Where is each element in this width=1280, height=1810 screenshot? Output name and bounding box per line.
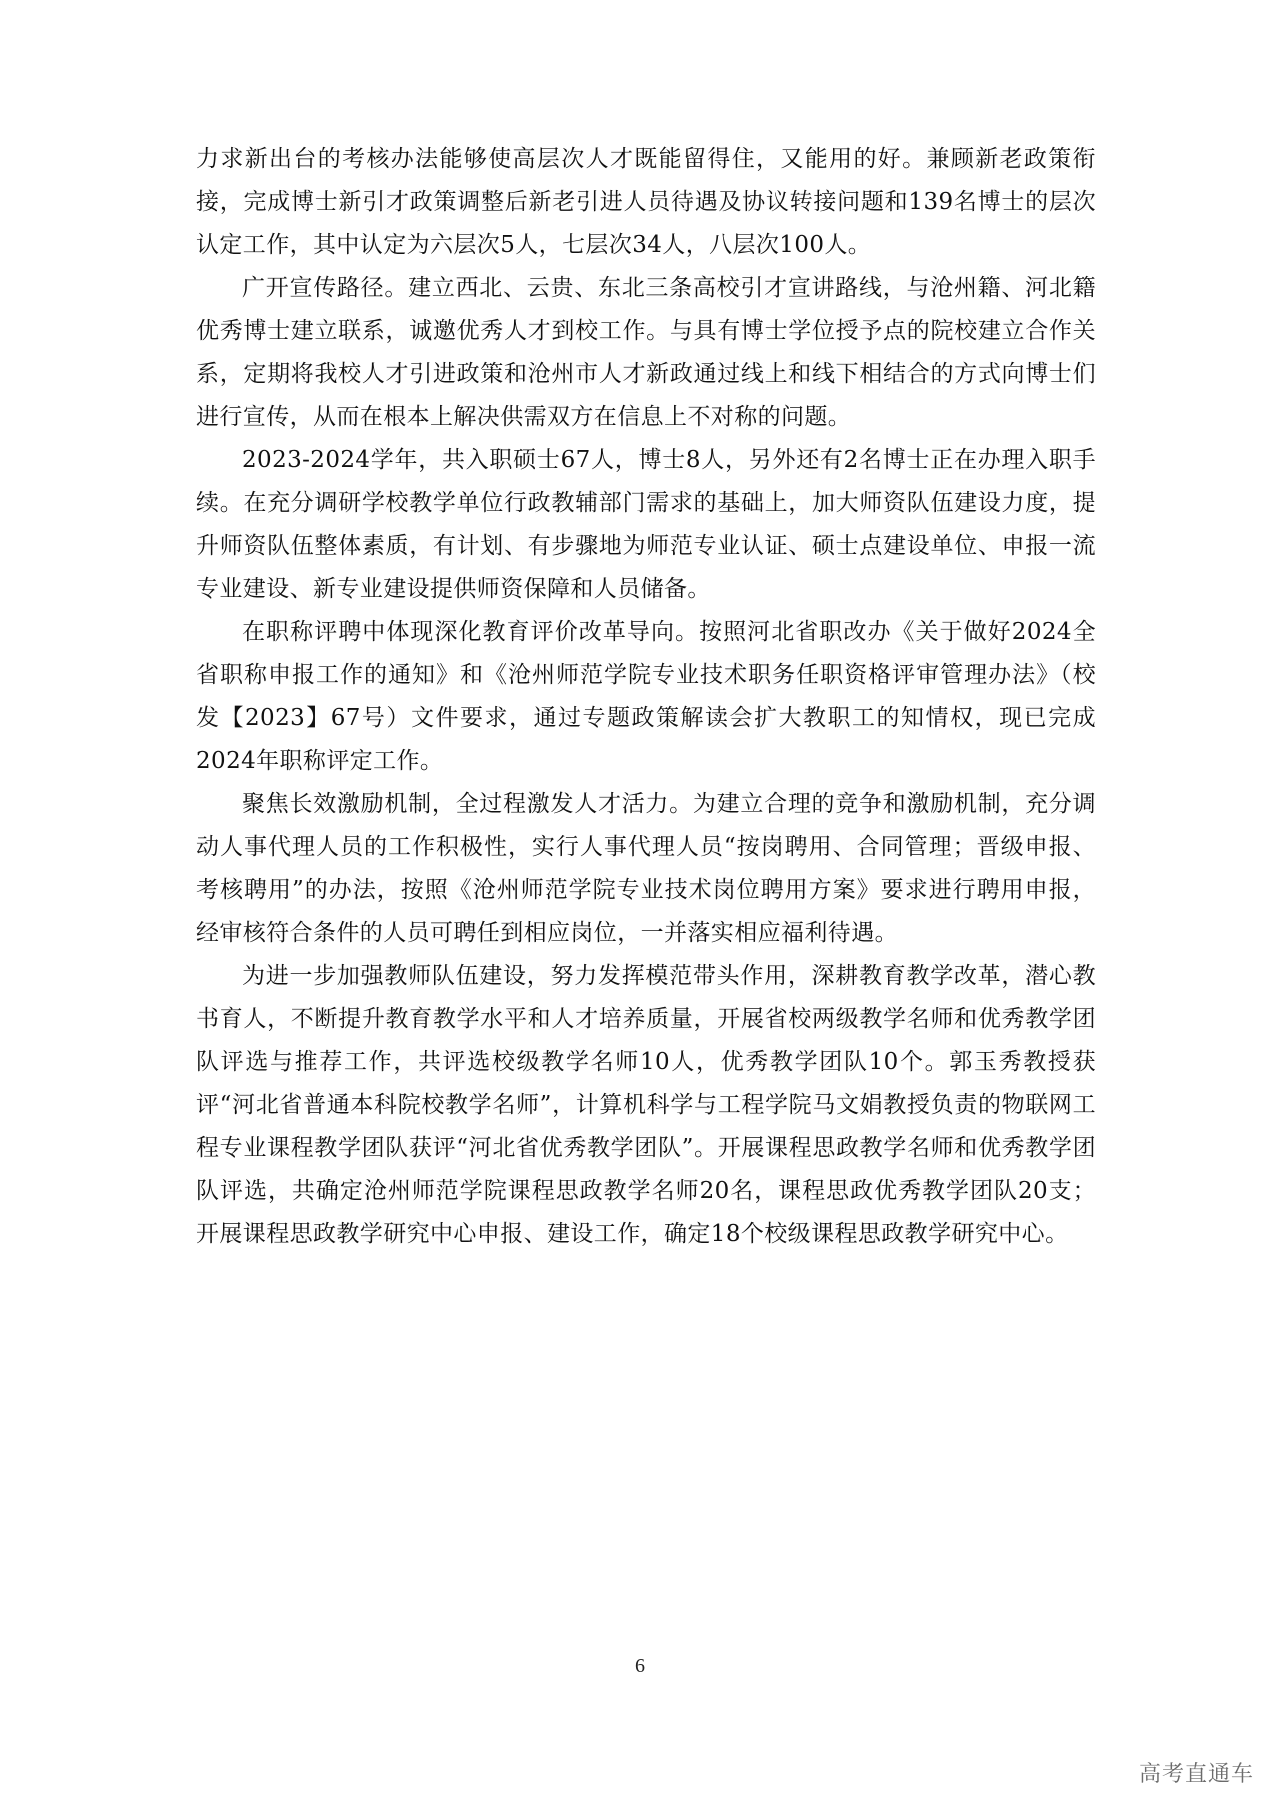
page-number: 6 (635, 1655, 645, 1677)
paragraph-4: 在职称评聘中体现深化教育评价改革导向。按照河北省职改办《关于做好2024全省职称申报工作的通知》和《沧州师范学院专业技术职务任职资格评审管理办法》（校发【2023】67号）文件要求，通过专题政策解读会扩大教职工的知情权，现已完成2024年职称评定工作。 (196, 619, 1096, 774)
paragraph-2: 广开宣传路径。建立西北、云贵、东北三条高校引才宣讲路线，与沧州籍、河北籍优秀博士建立联系，诚邀优秀人才到校工作。与具有博士学位授予点的院校建立合作关系，定期将我校人才引进政策和沧州市人才新政通过线上和线下相结合的方式向博士们进行宣传，从而在根本上解决供需双方在信息上不对称的问题。 (196, 275, 1096, 430)
paragraph-1: 力求新出台的考核办法能够使高层次人才既能留得住，又能用的好。兼顾新老政策衔接，完成博士新引才政策调整后新老引进人员待遇及协议转接问题和139名博士的层次认定工作，其中认定为六层次5人，七层次34人，八层次100人。 (196, 146, 1096, 258)
paragraph-6: 为进一步加强教师队伍建设，努力发挥模范带头作用，深耕教育教学改革，潜心教书育人，不断提升教育教学水平和人才培养质量，开展省校两级教学名师和优秀教学团队评选与推荐工作，共评选校级教学名师10人，优秀教学团队10个。郭玉秀教授获评“河北省普通本科院校教学名师”，计算机科学与工程学院马文娟教授负责的物联网工程专业课程教学团队获评“河北省优秀教学团队”。开展课程思政教学名师和优秀教学团队评选，共确定沧州师范学院课程思政教学名师20名，课程思政优秀教学团队20支；开展课程思政教学研究中心申报、建设工作，确定18个校级课程思政教学研究中心。 (196, 963, 1096, 1247)
document-body (196, 138, 1096, 1256)
watermark: 高考直通车 (1138, 1762, 1254, 1787)
paragraph-5: 聚焦长效激励机制，全过程激发人才活力。为建立合理的竞争和激励机制，充分调动人事代理人员的工作积极性，实行人事代理人员“按岗聘用、合同管理；晋级申报、考核聘用”的办法，按照《沧州师范学院专业技术岗位聘用方案》要求进行聘用申报，经审核符合条件的人员可聘任到相应岗位，一并落实相应福利待遇。 (196, 791, 1096, 946)
paragraph-3: 2023-2024学年，共入职硕士67人，博士8人，另外还有2名博士正在办理入职手续。在充分调研学校教学单位行政教辅部门需求的基础上，加大师资队伍建设力度，提升师资队伍整体素质，有计划、有步骤地为师范专业认证、硕士点建设单位、申报一流专业建设、新专业建设提供师资保障和人员储备。 (196, 447, 1096, 602)
